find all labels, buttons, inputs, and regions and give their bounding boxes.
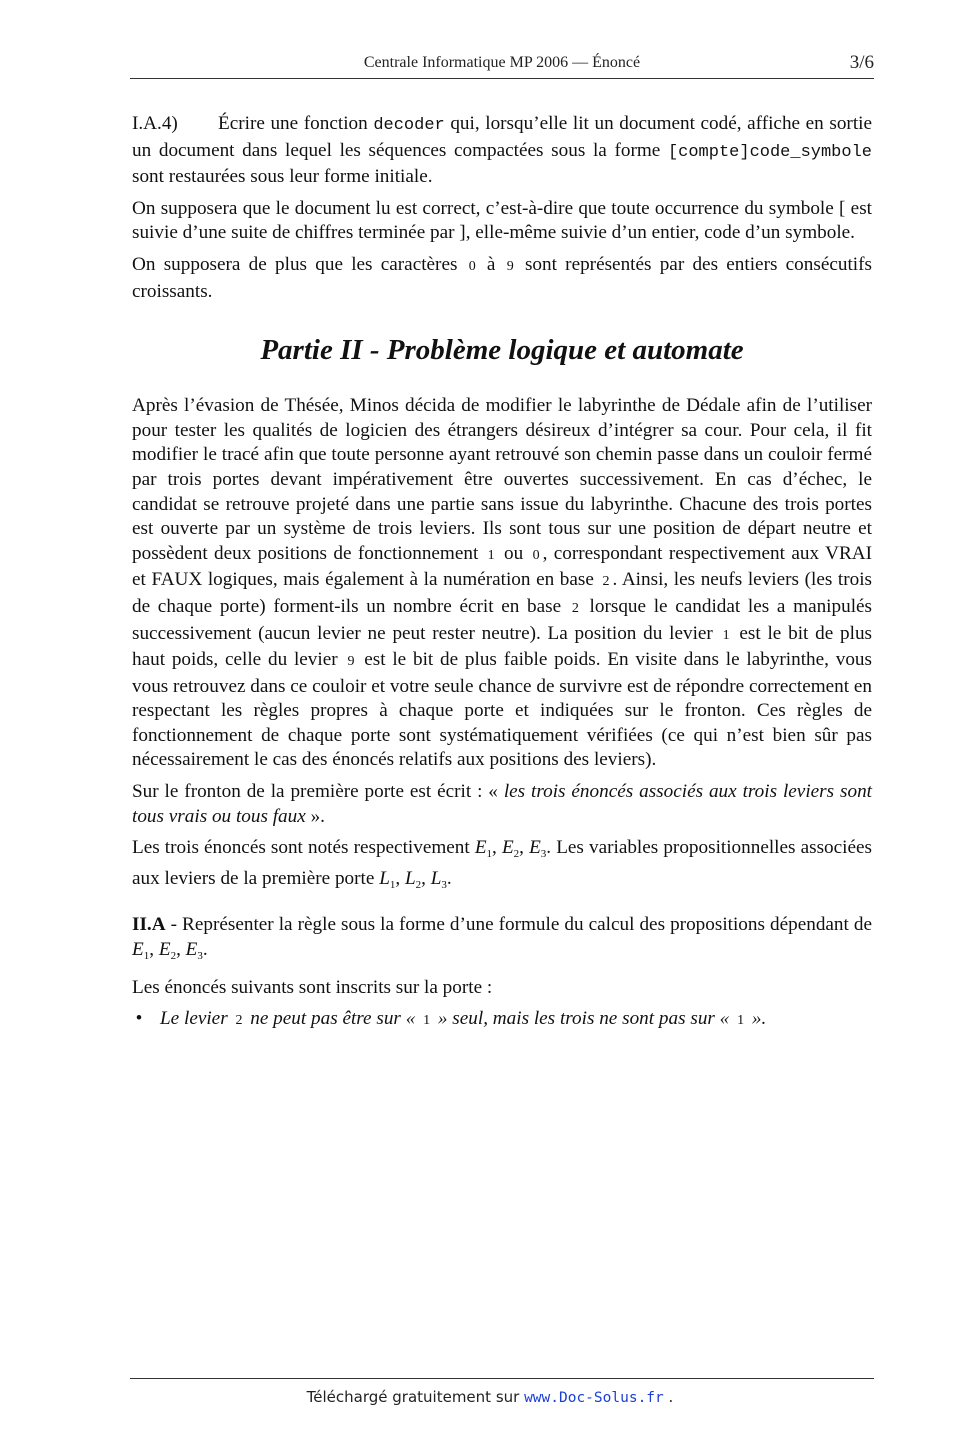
- text-run: . Ainsi, les neufs leviers (les trois de chaque porte) forment-ils un nombre écrit en base: [132, 569, 873, 617]
- text-run: , correspondant respectivement aux VRAI et FAUX logiques, mais également à la numération en base: [132, 542, 872, 591]
- question-label: I.A.4): [132, 113, 178, 134]
- variable-e3: $E_3$: [529, 837, 547, 861]
- variable-l3: $L_3$: [430, 867, 447, 891]
- fronton-quote: les trois énoncés associés aux trois leviers sont tous vrais ou tous faux: [132, 781, 872, 827]
- text-run: ou: [504, 542, 524, 564]
- digit: 1: [487, 547, 495, 563]
- text-run: qui, lorsqu’elle lit un document codé, affiche en sortie un document dans lequel les séquences compactées sous la forme: [132, 113, 872, 161]
- text-run: est le bit de plus faible poids. En visite dans le labyrinthe, vous vous retrouvez dans ce couloir et votre seule chance de survivre est de répondre correctement en respectant les règles propres à chaque porte et indiquées sur le fronton. Ces règles de fonctionnement de chaque porte sont systématiquement vérifiées (ce qui n’est bien sûr pas nécessairement le cas des énoncés relatifs aux positions des leviers).: [132, 649, 872, 771]
- text-run: est le bit de plus haut poids, celle du levier: [132, 622, 873, 671]
- question-ia4: [132, 112, 872, 190]
- text-run: Sur le fronton de la première porte est écrit : «: [132, 781, 504, 803]
- assumption-paragraph-2: [132, 253, 872, 304]
- text-run: Écrire une fonction: [218, 113, 374, 134]
- bullet-icon: •: [135, 1008, 143, 1030]
- variable-e2: $E_2$: [501, 837, 520, 861]
- variable-e3: $E_3$: [185, 939, 203, 963]
- bullet-text: Le levier 2 ne peut pas être sur « 1 » seul, mais les trois ne sont pas sur « 1 ».: [160, 1008, 767, 1030]
- page-number: 3/6: [849, 52, 874, 73]
- bullet-item: [132, 1007, 872, 1034]
- question-iia: II.A - Représenter la règle sous la forme d’une formule du calcul des propositions dépendant de $E_1$, $E_2$, $E_3$.: [132, 914, 872, 963]
- digit: 9: [347, 654, 355, 670]
- page-footer: [0, 1388, 980, 1406]
- text-run: sont restaurées sous leur forme initiale.: [132, 166, 433, 188]
- text-run: Après l’évasion de Thésée, Minos décida de modifier le labyrinthe de Dédale afin de l’utiliser pour tester les qualités de logicien des étrangers désireux d’intégrer sa cour. Pour cela, il fit modifier le tracé afin que toute personne ayant retrouvé son chemin passe dans un couloir fermé par trois portes devant impérativement être ouvertes successivement. En cas d’échec, le candidat se retrouve projeté dans une partie sans issue du labyrinthe. Chacune des trois portes est ouverte par un système de trois leviers. Ils sont tous sur une position de départ neutre et possèdent deux positions de fonctionnement: [132, 395, 872, 564]
- variable-e1: $E_1$: [474, 837, 493, 861]
- doc-solus-link[interactable]: www.Doc-Solus.fr: [524, 1390, 664, 1406]
- text-run: - Représenter la règle sous la forme d’une formule du calcul des propositions dépendant de: [165, 914, 872, 936]
- statements-intro: Les énoncés suivants sont inscrits sur la porte :: [132, 976, 493, 998]
- question-label: II.A: [132, 914, 166, 936]
- digit: 2: [571, 600, 579, 616]
- page-header: [130, 50, 874, 79]
- footer-end: .: [663, 1388, 674, 1406]
- footer-divider: [130, 1378, 874, 1379]
- fronton-paragraph: [132, 780, 872, 829]
- text-run: sont représentés par des entiers consécutifs croissants.: [132, 253, 872, 302]
- page-content: [132, 112, 872, 1034]
- text-run: à: [478, 253, 504, 275]
- variable-e1: $E_1$: [132, 939, 150, 963]
- variable-e2: $E_2$: [158, 939, 177, 963]
- text-run: ».: [305, 805, 325, 827]
- variable-l2: $L_2$: [404, 867, 422, 891]
- running-title: Centrale Informatique MP 2006 — Énoncé: [363, 54, 641, 71]
- digit: 0: [532, 547, 540, 563]
- text-run: Les trois énoncés sont notés respectivement: [132, 837, 475, 859]
- text-run: On supposera de plus que les caractères: [132, 253, 466, 275]
- variable-l1: $L_1$: [379, 867, 396, 891]
- intro-paragraph: [132, 394, 872, 773]
- digit: 0: [468, 258, 476, 274]
- text-run: . Les variables propositionnelles associées aux leviers de la première porte: [132, 837, 872, 889]
- digit: 1: [722, 627, 730, 643]
- assumption-paragraph-1: On supposera que le document lu est correct, c’est-à-dire que toute occurrence du symbole [ est suivie d’une suite de chiffres terminée par ], elle-même suivie d’un entier, code d’un symbole.: [132, 197, 872, 244]
- code-form: [compte]code_symbole: [667, 142, 872, 162]
- code-decoder: decoder: [373, 116, 445, 135]
- footer-text: Téléchargé gratuitement sur: [306, 1388, 525, 1406]
- notation-paragraph: Les trois énoncés sont notés respectivement $E_1$, $E_2$, $E_3$. Les variables propositionnelles associées aux leviers de la première porte $L_1$, $L_2$, $L_3$.: [132, 837, 872, 891]
- digit: 2: [602, 574, 610, 590]
- digit: 9: [506, 258, 514, 274]
- part-title: Partie II - Problème logique et automate: [260, 334, 744, 367]
- text-run: lorsque le candidat les a manipulés successivement (aucun levier ne peut rester neutre). La position du levier: [132, 595, 873, 644]
